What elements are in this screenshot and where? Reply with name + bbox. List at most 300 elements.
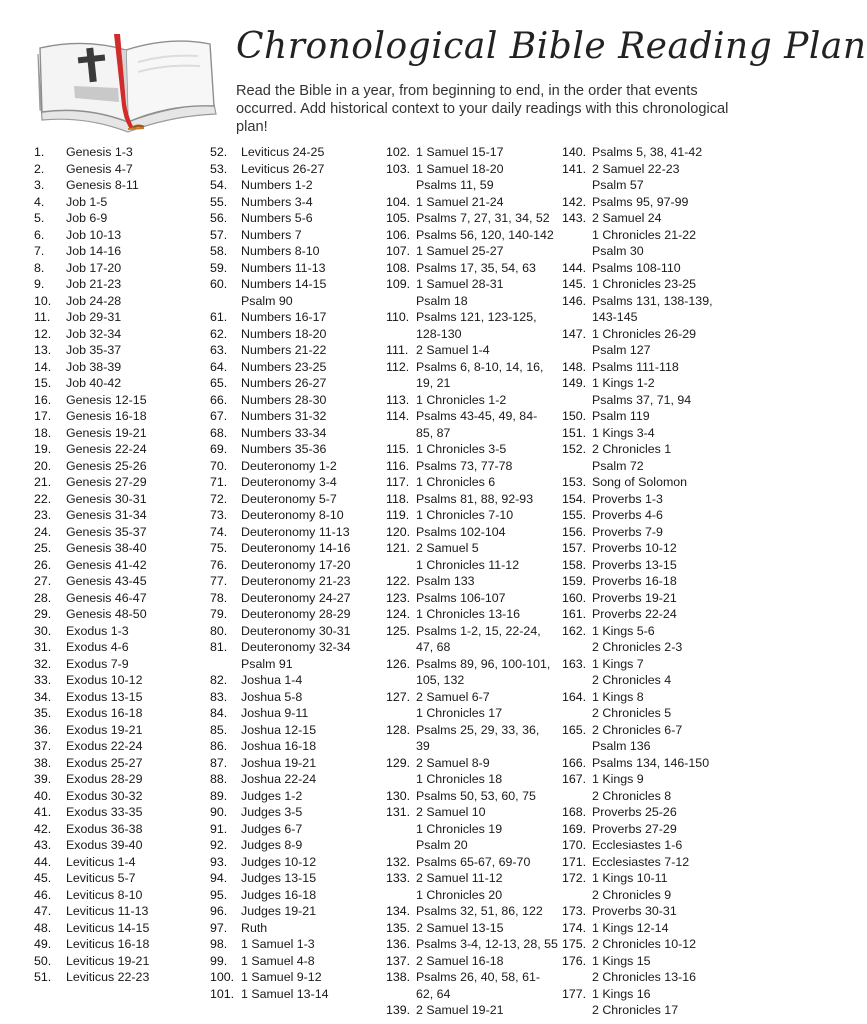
- entry-readings: [416, 573, 564, 590]
- reading-entry: [562, 722, 762, 755]
- reading-entry: [562, 425, 762, 442]
- reading-entry: [34, 144, 204, 161]
- reading-entry: [210, 557, 386, 574]
- reading-line: Genesis 41-42: [66, 557, 147, 572]
- reading-entry: [562, 557, 762, 574]
- reading-line: Psalm 91: [241, 656, 293, 671]
- entry-readings: [241, 738, 386, 755]
- reading-entry: [562, 920, 762, 937]
- reading-line: 1 Chronicles 20: [416, 887, 503, 902]
- entry-readings: [592, 722, 762, 755]
- reading-line: Psalms 56, 120, 140-142: [416, 227, 554, 242]
- reading-entry: [562, 936, 762, 953]
- reading-line: Psalms 106-107: [416, 590, 506, 605]
- entry-readings: [241, 903, 386, 920]
- reading-entry: [386, 920, 564, 937]
- reading-entry: [210, 375, 386, 392]
- reading-line: Psalms 134, 146-150: [592, 755, 710, 770]
- reading-entry: [34, 491, 204, 508]
- entry-readings: [66, 590, 204, 607]
- reading-entry: [386, 507, 564, 524]
- reading-entry: [34, 953, 204, 970]
- entry-number: 16.: [34, 392, 52, 407]
- entry-readings: [241, 359, 386, 376]
- reading-line: Psalms 26, 40, 58, 61-: [416, 970, 540, 984]
- reading-entry: [210, 524, 386, 541]
- entry-number: 154.: [562, 491, 587, 506]
- reading-line: 1 Chronicles 1-2: [416, 392, 507, 407]
- reading-line: Job 6-9: [66, 211, 108, 225]
- entry-number: 8.: [34, 260, 45, 275]
- entry-readings: [592, 441, 762, 474]
- entry-number: 174.: [562, 920, 587, 935]
- reading-line: Genesis 43-45: [66, 574, 147, 588]
- reading-entry: [34, 540, 204, 557]
- reading-entry: [210, 969, 386, 986]
- reading-entry: [34, 392, 204, 409]
- entry-readings: [66, 606, 204, 623]
- entry-readings: [592, 507, 762, 524]
- reading-line: 1 Kings 8: [592, 689, 644, 704]
- reading-entry: [562, 326, 762, 359]
- reading-line: Psalms 1-2, 15, 22-24,: [416, 623, 541, 638]
- entry-number: 167.: [562, 772, 587, 786]
- entry-number: 128.: [386, 722, 411, 737]
- reading-line: Psalms 131, 138-139,: [592, 293, 713, 308]
- entry-readings: [416, 755, 564, 788]
- reading-line: Exodus 7-9: [66, 656, 129, 671]
- entry-readings: [241, 557, 386, 574]
- reading-entry: [34, 507, 204, 524]
- reading-line: Genesis 30-31: [66, 491, 147, 506]
- reading-line: Job 10-13: [66, 227, 122, 242]
- entry-number: 38.: [34, 755, 52, 770]
- reading-line: 1 Samuel 28-31: [416, 277, 504, 291]
- entry-readings: [416, 524, 564, 541]
- entry-readings: [592, 771, 762, 804]
- reading-line: Psalms 50, 53, 60, 75: [416, 788, 536, 803]
- reading-line: Psalm 133: [416, 574, 475, 588]
- entry-readings: [592, 540, 762, 557]
- reading-entry: [386, 656, 564, 689]
- reading-entry: [562, 656, 762, 689]
- entry-readings: [241, 210, 386, 227]
- entry-readings: [66, 524, 204, 541]
- reading-entry: [34, 161, 204, 178]
- reading-line: Deuteronomy 11-13: [241, 524, 350, 539]
- reading-entry: [386, 458, 564, 475]
- open-bible-icon: [34, 32, 220, 136]
- reading-line: 1 Samuel 1-3: [241, 937, 315, 951]
- reading-entry: [562, 573, 762, 590]
- entry-number: 123.: [386, 590, 411, 605]
- reading-entry: [34, 177, 204, 194]
- reading-line: Exodus 19-21: [66, 722, 143, 737]
- reading-line: 1 Chronicles 6: [416, 475, 496, 489]
- entry-number: 70.: [210, 458, 228, 473]
- reading-line: 1 Chronicles 17: [416, 706, 503, 720]
- entry-number: 21.: [34, 475, 52, 489]
- entry-number: 137.: [386, 953, 411, 968]
- reading-line: 2 Samuel 22-23: [592, 161, 680, 176]
- entry-readings: [66, 573, 204, 590]
- entry-number: 55.: [210, 194, 228, 209]
- reading-line: 1 Kings 5-6: [592, 623, 655, 638]
- entry-number: 4.: [34, 194, 45, 209]
- reading-entry: [386, 441, 564, 458]
- reading-entry: [34, 887, 204, 904]
- entry-number: 98.: [210, 937, 228, 951]
- reading-line: Leviticus 22-23: [66, 970, 150, 984]
- reading-line: 1 Chronicles 11-12: [416, 557, 520, 572]
- entry-number: 51.: [34, 970, 52, 984]
- entry-readings: [66, 870, 204, 887]
- reading-line: Joshua 16-18: [241, 739, 317, 753]
- entry-readings: [66, 623, 204, 640]
- entry-number: 41.: [34, 805, 52, 819]
- entry-readings: [66, 755, 204, 772]
- reading-entry: [210, 755, 386, 772]
- entry-number: 97.: [210, 920, 228, 935]
- entry-readings: [241, 342, 386, 359]
- reading-entry: [210, 342, 386, 359]
- entry-readings: [416, 606, 564, 623]
- reading-line: Joshua 12-15: [241, 722, 317, 737]
- entry-readings: [416, 276, 564, 309]
- reading-entry: [386, 606, 564, 623]
- reading-line: Joshua 9-11: [241, 706, 309, 720]
- reading-column-1: [34, 144, 204, 986]
- entry-readings: [592, 986, 762, 1019]
- entry-number: 147.: [562, 326, 587, 341]
- entry-readings: [241, 623, 386, 640]
- entry-number: 34.: [34, 689, 52, 704]
- reading-entry: [34, 870, 204, 887]
- reading-entry: [562, 260, 762, 277]
- reading-line: 1 Kings 3-4: [592, 425, 655, 440]
- reading-line: Proverbs 13-15: [592, 557, 677, 572]
- entry-readings: [592, 260, 762, 277]
- entry-readings: [66, 342, 204, 359]
- reading-line: Genesis 1-3: [66, 145, 133, 159]
- entry-readings: [66, 738, 204, 755]
- entry-readings: [66, 672, 204, 689]
- entry-readings: [416, 309, 564, 342]
- entry-number: 30.: [34, 623, 52, 638]
- entry-number: 124.: [386, 607, 411, 621]
- reading-line: Deuteronomy 1-2: [241, 458, 337, 473]
- reading-entry: [34, 524, 204, 541]
- entry-readings: [66, 309, 204, 326]
- entry-readings: [66, 804, 204, 821]
- entry-readings: [592, 326, 762, 359]
- reading-line: Psalms 65-67, 69-70: [416, 854, 531, 869]
- entry-readings: [241, 788, 386, 805]
- reading-entry: [210, 458, 386, 475]
- reading-line: Psalms 6, 8-10, 14, 16,: [416, 359, 544, 374]
- reading-line: Leviticus 5-7: [66, 871, 136, 885]
- reading-line: Proverbs 4-6: [592, 508, 663, 522]
- reading-line: 2 Samuel 1-4: [416, 343, 490, 357]
- reading-entry: [210, 210, 386, 227]
- reading-line: Judges 10-12: [241, 854, 317, 869]
- reading-entry: [386, 161, 564, 194]
- reading-entry: [34, 804, 204, 821]
- reading-line: Leviticus 11-13: [66, 904, 149, 918]
- reading-line: Ecclesiastes 1-6: [592, 838, 683, 852]
- reading-entry: [34, 326, 204, 343]
- entry-number: 81.: [210, 640, 228, 654]
- reading-entry: [210, 821, 386, 838]
- reading-line: Proverbs 27-29: [592, 821, 677, 836]
- reading-line: 1 Kings 7: [592, 656, 644, 671]
- entry-number: 172.: [562, 871, 587, 885]
- reading-line: 2 Samuel 24: [592, 211, 662, 225]
- entry-readings: [66, 821, 204, 838]
- reading-line: 2 Samuel 16-18: [416, 953, 504, 968]
- reading-line: Psalm 20: [416, 838, 468, 852]
- entry-number: 109.: [386, 277, 411, 291]
- reading-line: Genesis 48-50: [66, 607, 147, 621]
- entry-number: 77.: [210, 574, 228, 588]
- entry-readings: [66, 788, 204, 805]
- reading-line: 1 Samuel 21-24: [416, 194, 504, 209]
- entry-number: 64.: [210, 359, 228, 374]
- entry-readings: [416, 870, 564, 903]
- reading-entry: [34, 227, 204, 244]
- entry-number: 92.: [210, 838, 228, 852]
- reading-line: Deuteronomy 5-7: [241, 491, 337, 506]
- reading-entry: [34, 771, 204, 788]
- entry-readings: [241, 755, 386, 772]
- entry-readings: [241, 606, 386, 623]
- entry-number: 48.: [34, 920, 52, 935]
- reading-entry: [34, 375, 204, 392]
- reading-entry: [210, 903, 386, 920]
- entry-readings: [592, 656, 762, 689]
- entry-readings: [416, 342, 564, 359]
- entry-number: 117.: [386, 475, 410, 489]
- entry-number: 131.: [386, 805, 411, 819]
- entry-readings: [241, 804, 386, 821]
- entry-number: 132.: [386, 854, 411, 869]
- reading-entry: [210, 491, 386, 508]
- entry-number: 58.: [210, 244, 228, 258]
- entry-number: 136.: [386, 937, 411, 951]
- reading-line: 1 Chronicles 26-29: [592, 326, 697, 341]
- entry-readings: [241, 507, 386, 524]
- entry-number: 161.: [562, 607, 587, 621]
- reading-line: 1 Kings 10-11: [592, 871, 668, 885]
- entry-number: 27.: [34, 574, 52, 588]
- entry-readings: [241, 953, 386, 970]
- reading-entry: [34, 557, 204, 574]
- reading-line: Numbers 33-34: [241, 425, 327, 440]
- entry-number: 135.: [386, 920, 411, 935]
- entry-readings: [66, 689, 204, 706]
- reading-entry: [386, 969, 564, 1002]
- entry-readings: [592, 953, 762, 986]
- entry-readings: [66, 903, 204, 920]
- entry-readings: [416, 623, 564, 656]
- reading-line: 1 Samuel 4-8: [241, 953, 315, 968]
- entry-number: 103.: [386, 161, 411, 176]
- reading-line: Psalms 17, 35, 54, 63: [416, 260, 536, 275]
- entry-number: 156.: [562, 524, 587, 539]
- entry-number: 10.: [34, 293, 52, 308]
- entry-readings: [241, 821, 386, 838]
- entry-number: 159.: [562, 574, 587, 588]
- reading-line: Exodus 36-38: [66, 821, 143, 836]
- entry-number: 93.: [210, 854, 228, 869]
- entry-number: 23.: [34, 508, 52, 522]
- reading-entry: [386, 573, 564, 590]
- reading-entry: [562, 689, 762, 722]
- reading-line: Proverbs 19-21: [592, 590, 677, 605]
- entry-readings: [66, 474, 204, 491]
- entry-readings: [592, 854, 762, 871]
- reading-line: Genesis 46-47: [66, 590, 147, 605]
- reading-line: Genesis 16-18: [66, 409, 147, 423]
- reading-column-4: [562, 144, 762, 1019]
- reading-entry: [34, 639, 204, 656]
- reading-line: Deuteronomy 14-16: [241, 541, 351, 555]
- entry-readings: [416, 656, 564, 689]
- entry-number: 47.: [34, 904, 52, 918]
- reading-line: Psalms 111-118: [592, 359, 679, 374]
- entry-number: 91.: [210, 821, 228, 836]
- reading-line: Psalm 136: [592, 739, 651, 753]
- reading-entry: [562, 755, 762, 772]
- entry-number: 162.: [562, 623, 587, 638]
- entry-readings: [66, 722, 204, 739]
- reading-entry: [210, 722, 386, 739]
- reading-line: Job 38-39: [66, 359, 122, 374]
- entry-readings: [416, 854, 564, 871]
- entry-readings: [416, 953, 564, 970]
- reading-line: Psalms 11, 59: [416, 178, 494, 192]
- entry-number: 144.: [562, 260, 587, 275]
- reading-line: 85, 87: [416, 425, 451, 440]
- reading-line: Joshua 5-8: [241, 689, 303, 704]
- reading-entry: [386, 623, 564, 656]
- entry-number: 1.: [34, 145, 45, 159]
- entry-number: 142.: [562, 194, 587, 209]
- reading-entry: [562, 771, 762, 804]
- reading-entry: [210, 920, 386, 937]
- reading-entry: [562, 804, 762, 821]
- reading-entry: [210, 441, 386, 458]
- reading-line: Psalm 127: [592, 343, 651, 357]
- reading-line: Song of Solomon: [592, 475, 688, 489]
- entry-number: 112.: [386, 359, 410, 374]
- reading-entry: [210, 854, 386, 871]
- page-title: Chronological Bible Reading Plan: [236, 26, 867, 67]
- entry-number: 107.: [386, 244, 411, 258]
- entry-number: 33.: [34, 673, 52, 687]
- entry-number: 95.: [210, 887, 228, 902]
- entry-number: 140.: [562, 145, 587, 159]
- entry-number: 59.: [210, 260, 228, 275]
- reading-line: Exodus 33-35: [66, 805, 143, 819]
- entry-number: 18.: [34, 425, 52, 440]
- reading-line: Genesis 31-34: [66, 508, 147, 522]
- reading-line: Numbers 16-17: [241, 310, 327, 324]
- entry-readings: [416, 804, 564, 854]
- reading-line: Genesis 25-26: [66, 458, 147, 473]
- reading-entry: [210, 738, 386, 755]
- entry-readings: [241, 705, 386, 722]
- reading-line: Genesis 4-7: [66, 161, 133, 176]
- entry-number: 9.: [34, 277, 45, 291]
- entry-readings: [592, 837, 762, 854]
- entry-number: 96.: [210, 904, 228, 918]
- reading-line: Deuteronomy 32-34: [241, 640, 351, 654]
- reading-line: Numbers 26-27: [241, 376, 327, 390]
- reading-line: Job 35-37: [66, 343, 122, 357]
- reading-entry: [34, 309, 204, 326]
- entry-number: 127.: [386, 689, 411, 704]
- reading-entry: [210, 590, 386, 607]
- entry-number: 119.: [386, 508, 410, 522]
- entry-number: 40.: [34, 788, 52, 803]
- entry-readings: [66, 260, 204, 277]
- reading-entry: [210, 309, 386, 326]
- reading-entry: [386, 408, 564, 441]
- entry-readings: [66, 557, 204, 574]
- entry-readings: [66, 887, 204, 904]
- entry-readings: [592, 491, 762, 508]
- entry-number: 121.: [386, 541, 411, 555]
- reading-line: Psalms 7, 27, 31, 34, 52: [416, 211, 550, 225]
- reading-line: 2 Chronicles 5: [592, 706, 672, 720]
- reading-line: Joshua 22-24: [241, 772, 317, 786]
- reading-entry: [34, 837, 204, 854]
- entry-readings: [592, 590, 762, 607]
- entry-readings: [241, 260, 386, 277]
- entry-readings: [66, 837, 204, 854]
- entry-readings: [241, 672, 386, 689]
- reading-line: Proverbs 25-26: [592, 805, 677, 819]
- reading-entry: [210, 243, 386, 260]
- reading-line: Numbers 8-10: [241, 244, 320, 258]
- reading-line: Genesis 12-15: [66, 392, 147, 407]
- entry-readings: [592, 293, 762, 326]
- entry-number: 94.: [210, 871, 228, 885]
- reading-line: Psalm 18: [416, 293, 468, 308]
- entry-readings: [592, 425, 762, 442]
- reading-line: Job 40-42: [66, 376, 122, 390]
- entry-number: 152.: [562, 442, 587, 456]
- entry-readings: [241, 375, 386, 392]
- entry-readings: [66, 293, 204, 310]
- entry-readings: [592, 936, 762, 953]
- entry-number: 43.: [34, 838, 52, 852]
- reading-line: Psalms 37, 71, 94: [592, 392, 692, 407]
- entry-readings: [66, 194, 204, 211]
- entry-readings: [241, 936, 386, 953]
- entry-readings: [66, 375, 204, 392]
- reading-entry: [386, 359, 564, 392]
- entry-number: 78.: [210, 590, 228, 605]
- reading-line: 2 Chronicles 8: [592, 788, 672, 803]
- reading-line: Psalms 3-4, 12-13, 28, 55: [416, 937, 558, 951]
- reading-entry: [210, 392, 386, 409]
- reading-entry: [562, 870, 762, 903]
- reading-line: Exodus 4-6: [66, 640, 129, 654]
- reading-line: 1 Chronicles 3-5: [416, 442, 507, 456]
- entry-readings: [66, 507, 204, 524]
